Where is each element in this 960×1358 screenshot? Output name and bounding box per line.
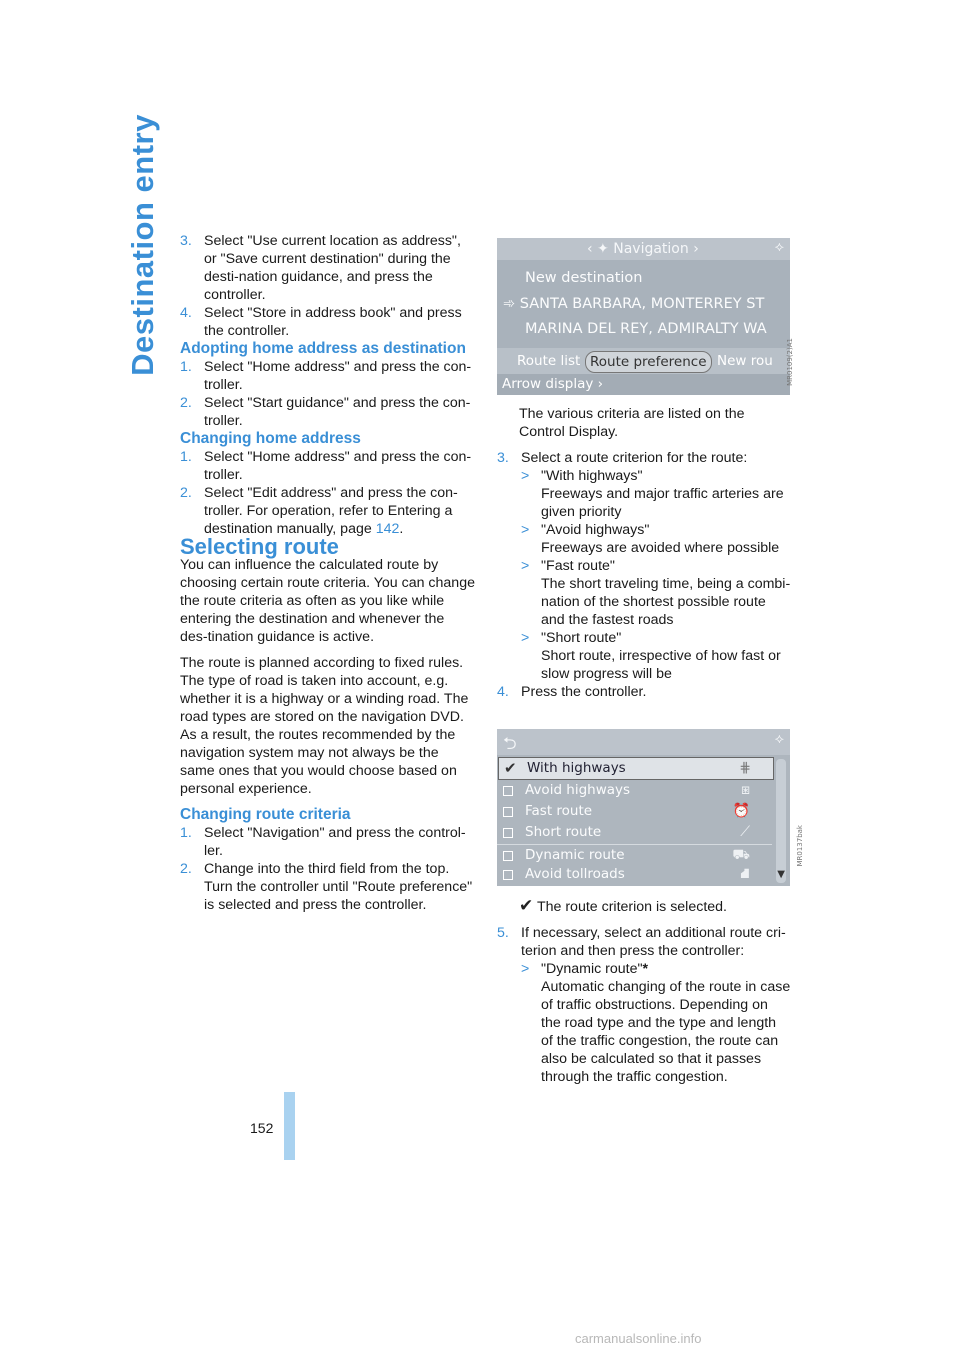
no-highway-icon: ⧆ bbox=[741, 782, 750, 798]
page-marker bbox=[284, 1092, 295, 1160]
change-heading: Changing home address bbox=[180, 430, 361, 447]
page-number: 152 bbox=[250, 1120, 274, 1136]
move-icon: ⟡ bbox=[774, 239, 784, 255]
bullet-item: > "Dynamic route"* Automatic changing of the route in case of traffic obstructions. Depending on the road type and the type and length of the traffic congestion, the route can also be calculated so that it passes through the traffic congestion. bbox=[521, 961, 791, 1085]
criteria-item: Fast route ⏰ bbox=[497, 801, 772, 822]
image-code: MR0109(2)A1 bbox=[786, 338, 794, 386]
navigation-screenshot bbox=[497, 238, 794, 395]
destination-row: ➾ SANTA BARBARA, MONTERREY ST bbox=[503, 296, 765, 312]
bullet-item: > "Fast route" The short traveling time, being a combi-nation of the shortest possible route and the fastest roads bbox=[521, 558, 791, 628]
new-destination: New destination bbox=[525, 270, 643, 286]
checkmark-icon: ✔ bbox=[504, 759, 517, 777]
step: 1. Select "Home address" and press the con-troller. bbox=[180, 359, 472, 393]
nav-tab-bar bbox=[497, 348, 790, 374]
criteria-heading: Changing route criteria bbox=[180, 806, 351, 823]
step: 3. Select "Use current location as address", or "Save current destination" during the desti-nation guidance, and press the controller. bbox=[180, 233, 461, 303]
highway-icon: ⋕ bbox=[739, 760, 751, 776]
move-icon: ⟡ bbox=[774, 731, 784, 747]
criteria-item: Short route ⟋ bbox=[497, 822, 772, 843]
arrow-display: Arrow display › bbox=[497, 374, 790, 395]
watermark: carmanualsonline.info bbox=[575, 1331, 702, 1346]
route-criteria-screenshot bbox=[497, 729, 804, 886]
arrow-icon: ➾ bbox=[503, 296, 516, 312]
bullet-item: > "Avoid highways" Freeways are avoided where possible bbox=[521, 522, 780, 556]
step: 2. Select "Edit address" and press the con-troller. For operation, refer to Entering a destination manually, page 142. bbox=[180, 485, 458, 537]
option-star: * bbox=[642, 961, 649, 977]
route-paragraph: The route is planned according to fixed rules. The type of road is taken into account, e.g. whether it is a highway or a winding road. The road types are stored on the navigation DVD. As a result, the routes recommended by the navigation system may not always be the same ones that you would choose based on personal experience. bbox=[180, 655, 469, 797]
step: 5. If necessary, select an additional route cri-terion and then press the controller: bbox=[497, 925, 786, 959]
selected-note: ✔ The route criterion is selected. bbox=[519, 896, 727, 915]
route-paragraph: You can influence the calculated route by choosing certain route criteria. You can change the route criteria as often as you like while entering the destination and whenever the des-tination guidance is active. bbox=[180, 557, 475, 645]
tab-route-preference: Route preference bbox=[585, 351, 712, 373]
step: 1. Select "Home address" and press the con-troller. bbox=[180, 449, 472, 483]
toll-icon: ⛘ bbox=[740, 866, 750, 882]
step: 2. Select "Start guidance" and press the con-troller. bbox=[180, 395, 471, 429]
step: 4. Press the controller. bbox=[497, 684, 647, 700]
section-title: Destination entry bbox=[125, 114, 160, 376]
left-column bbox=[180, 232, 475, 914]
back-icon: ⮌ bbox=[503, 734, 517, 754]
home-heading: Adopting home address as destination bbox=[180, 340, 466, 357]
ruler-icon: ⟋ bbox=[740, 824, 750, 840]
criteria-title-bar bbox=[497, 729, 790, 755]
checkmark-icon: ✔ bbox=[519, 896, 534, 915]
page-link[interactable]: 142 bbox=[375, 521, 400, 537]
criteria-item: Dynamic route ⛟ bbox=[497, 845, 772, 866]
step: 1. Select "Navigation" and press the control-ler. bbox=[180, 825, 466, 859]
tab-route-list: Route list bbox=[517, 353, 581, 369]
bullet-item: > "With highways" Freeways and major traffic arteries are given priority bbox=[521, 468, 784, 520]
clock-icon: ⏰ bbox=[732, 803, 750, 819]
route-heading: Selecting route bbox=[180, 534, 339, 559]
right-column-top bbox=[497, 405, 791, 701]
bullet-item: > "Short route" Short route, irrespective of how fast or slow progress will be bbox=[521, 630, 781, 682]
destination-row: MARINA DEL REY, ADMIRALTY WA bbox=[525, 321, 767, 337]
step: 3. Select a route criterion for the route: bbox=[497, 450, 748, 466]
scroll-down-icon: ▼ bbox=[777, 869, 785, 880]
step: 2. Change into the third field from the top. Turn the controller until "Route preference" is selected and press the controller. bbox=[180, 861, 473, 913]
traffic-icon: ⛟ bbox=[732, 847, 750, 863]
criteria-item-selected: ✔ With highways ⋕ bbox=[498, 757, 774, 780]
image-code: MR0137bak bbox=[796, 825, 804, 867]
scrollbar bbox=[776, 759, 786, 883]
nav-title-bar: ‹ ✦ Navigation › ⟡ bbox=[497, 238, 790, 260]
criteria-item: Avoid highways ⧆ bbox=[497, 780, 772, 801]
right-column-bottom bbox=[497, 897, 791, 1086]
step: 4. Select "Store in address book" and press the controller. bbox=[180, 305, 462, 339]
criteria-item: Avoid tollroads ⛘ bbox=[497, 864, 772, 885]
tab-new-route: New rou bbox=[717, 353, 773, 369]
paragraph: The various criteria are listed on the Control Display. bbox=[519, 406, 745, 440]
